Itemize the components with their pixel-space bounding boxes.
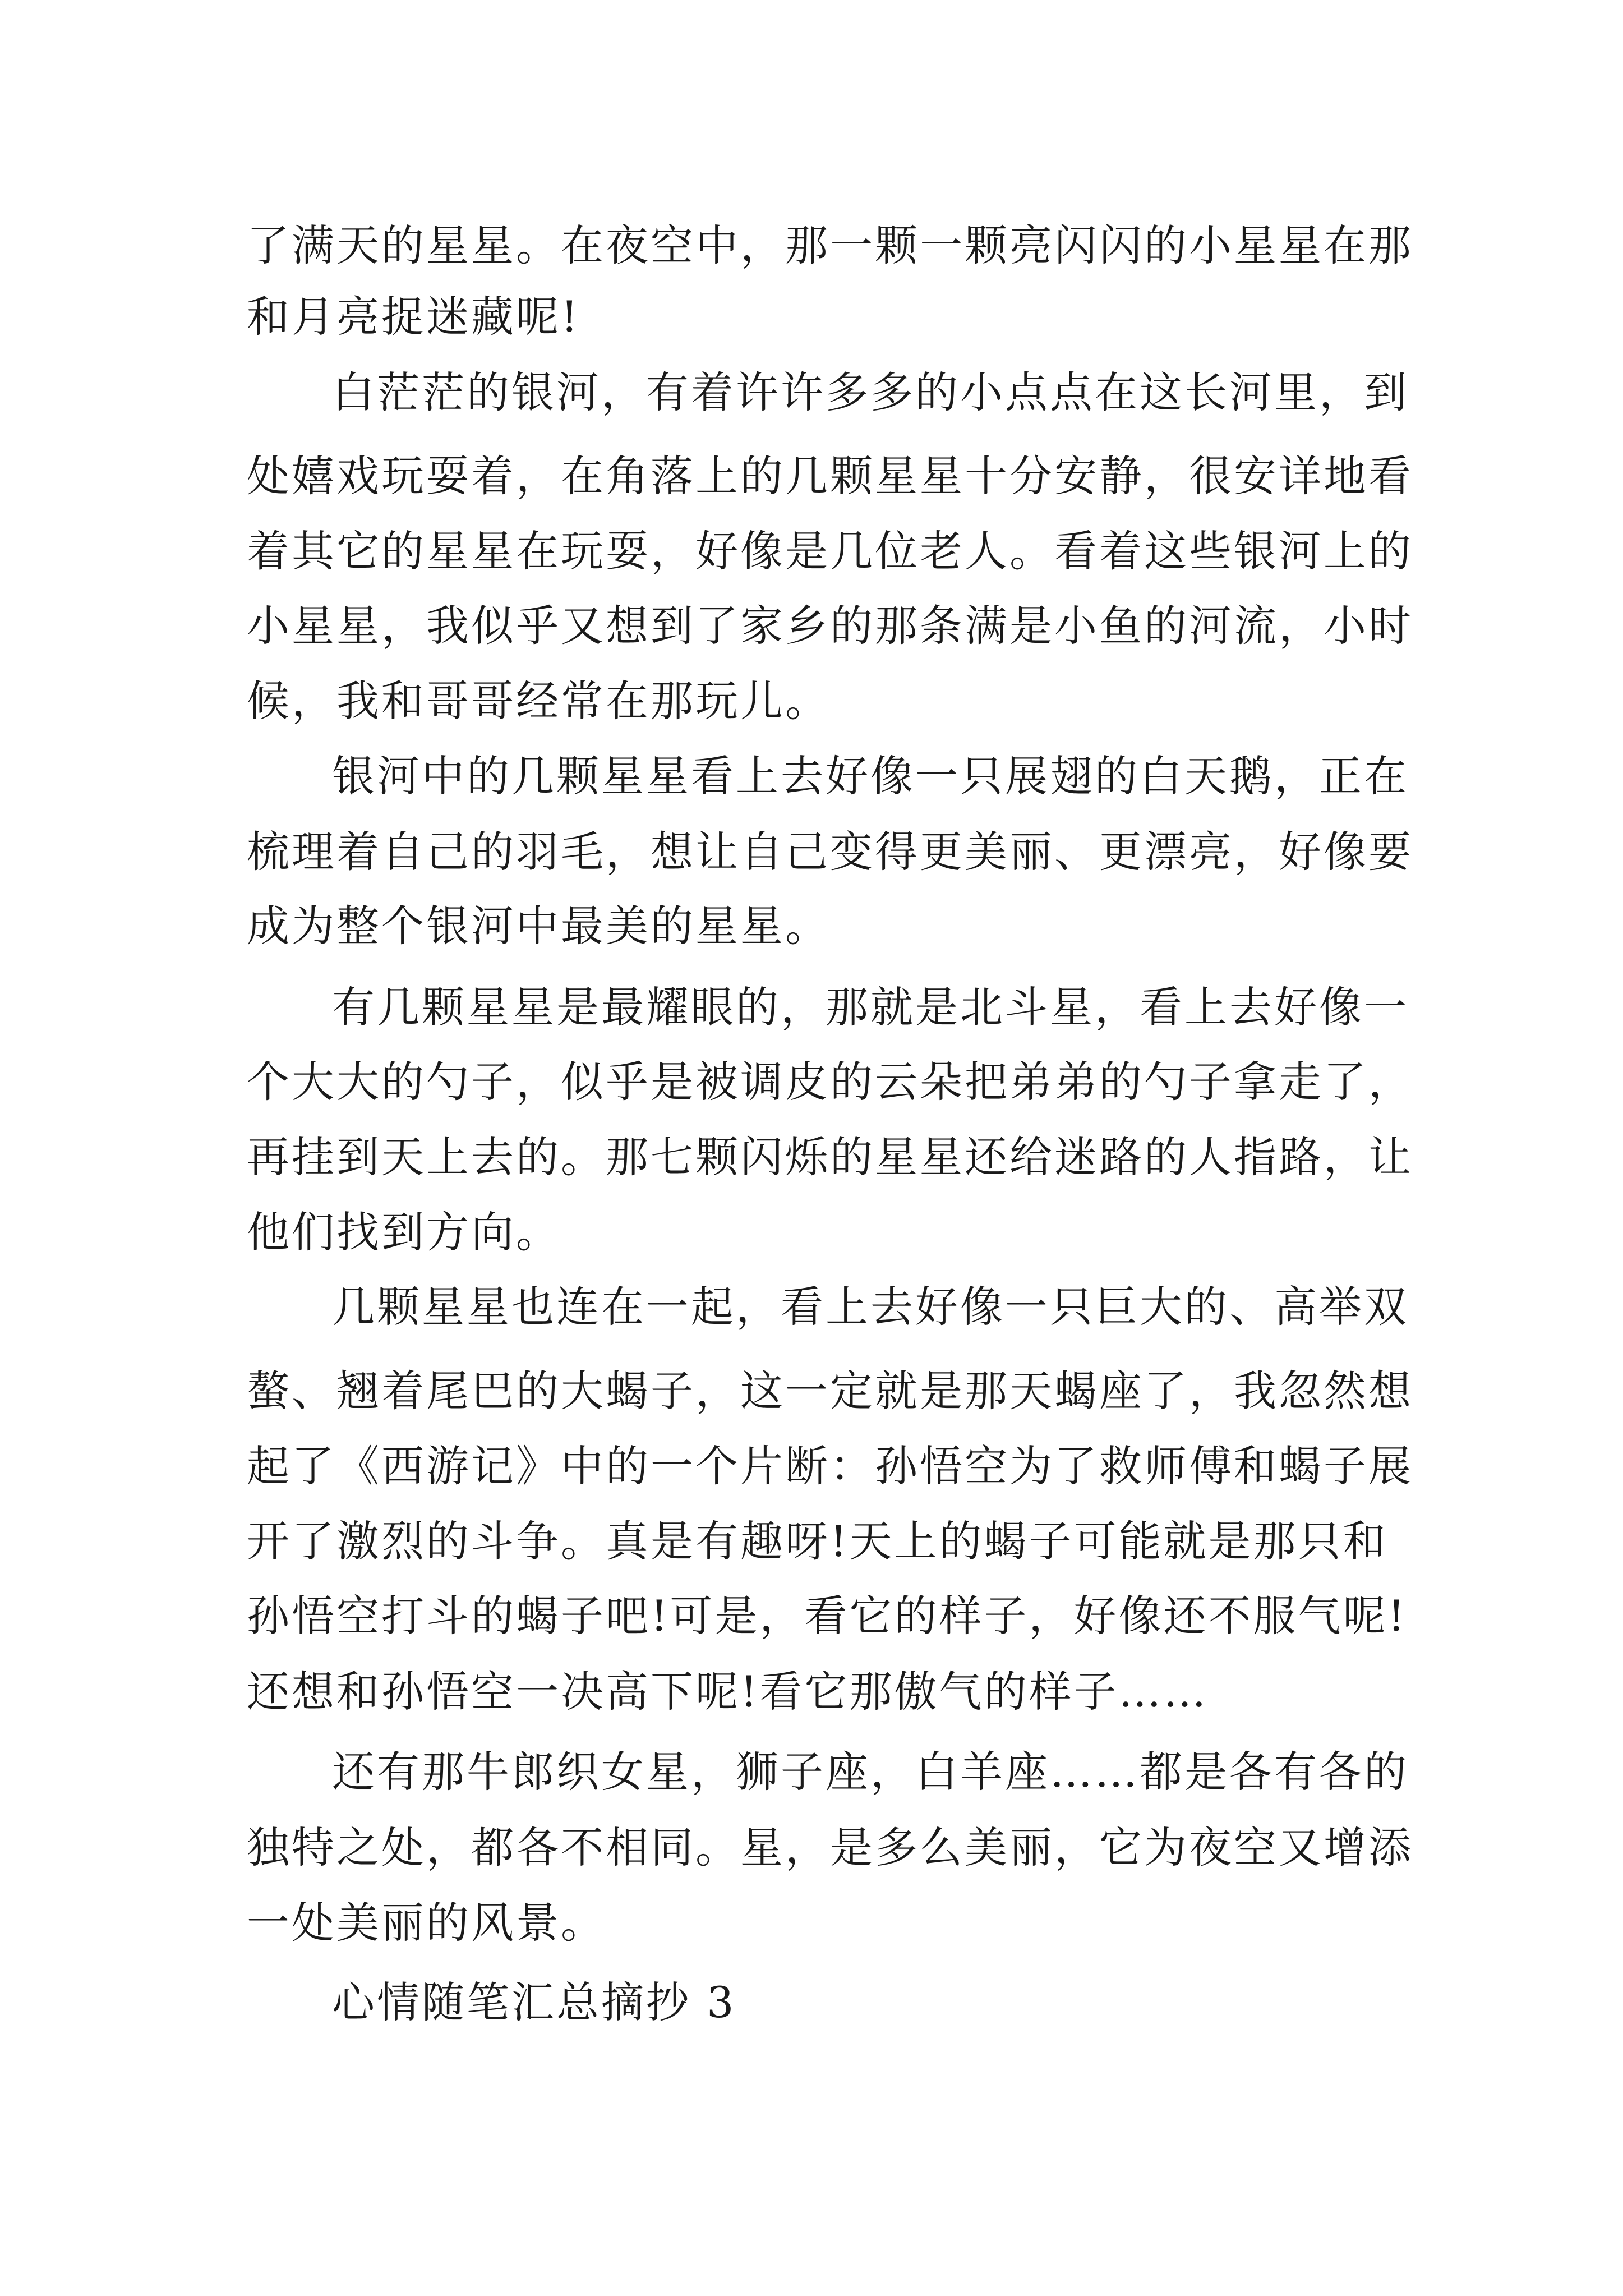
paragraph-line: 银河中的几颗星星看上去好像一只展翅的白天鹅，正在 <box>332 751 1409 801</box>
paragraph-line: 还想和孙悟空一决高下呢!看它那傲气的样子…… <box>247 1667 1209 1717</box>
paragraph-line: 白茫茫的银河，有着许许多多的小点点在这长河里，到 <box>332 367 1409 417</box>
paragraph-line: 个大大的勺子，似乎是被调皮的云朵把弟弟的勺子拿走了， <box>247 1057 1413 1107</box>
paragraph-line: 开了激烈的斗争。真是有趣呀!天上的蝎子可能就是那只和 <box>247 1516 1388 1566</box>
paragraph-line: 梳理着自己的羽毛，想让自己变得更美丽、更漂亮，好像要 <box>247 827 1413 877</box>
paragraph-line: 小星星，我似乎又想到了家乡的那条满是小鱼的河流，小时 <box>247 601 1413 651</box>
paragraph-line: 还有那牛郎织女星，狮子座，白羊座……都是各有各的 <box>332 1747 1409 1797</box>
paragraph-line: 成为整个银河中最美的星星。 <box>247 901 830 951</box>
section-heading: 心情随笔汇总摘抄 3 <box>332 1977 736 2027</box>
paragraph-line: 独特之处，都各不相同。星，是多么美丽，它为夜空又增添 <box>247 1823 1413 1872</box>
paragraph-line: 起了《西游记》中的一个片断：孙悟空为了救师傅和蝎子展 <box>247 1441 1413 1491</box>
paragraph-line: 螯、翘着尾巴的大蝎子，这一定就是那天蝎座了，我忽然想 <box>247 1366 1413 1416</box>
paragraph-line: 他们找到方向。 <box>247 1207 561 1257</box>
paragraph-line: 有几颗星星是最耀眼的，那就是北斗星，看上去好像一 <box>332 982 1409 1032</box>
paragraph-line: 和月亮捉迷藏呢! <box>247 292 580 342</box>
paragraph-line: 着其它的星星在玩耍，好像是几位老人。看着这些银河上的 <box>247 526 1413 576</box>
paragraph-line: 了满天的星星。在夜空中，那一颗一颗亮闪闪的小星星在那 <box>247 220 1413 270</box>
paragraph-line: 孙悟空打斗的蝎子吧!可是，看它的样子，好像还不服气呢! <box>247 1591 1408 1641</box>
paragraph-line: 再挂到天上去的。那七颗闪烁的星星还给迷路的人指路，让 <box>247 1132 1413 1182</box>
paragraph-line: 几颗星星也连在一起，看上去好像一只巨大的、高举双 <box>332 1282 1409 1332</box>
paragraph-line: 处嬉戏玩耍着，在角落上的几颗星星十分安静，很安详地看 <box>247 451 1413 501</box>
paragraph-line: 候，我和哥哥经常在那玩儿。 <box>247 676 830 726</box>
paragraph-line: 一处美丽的风景。 <box>247 1898 606 1948</box>
